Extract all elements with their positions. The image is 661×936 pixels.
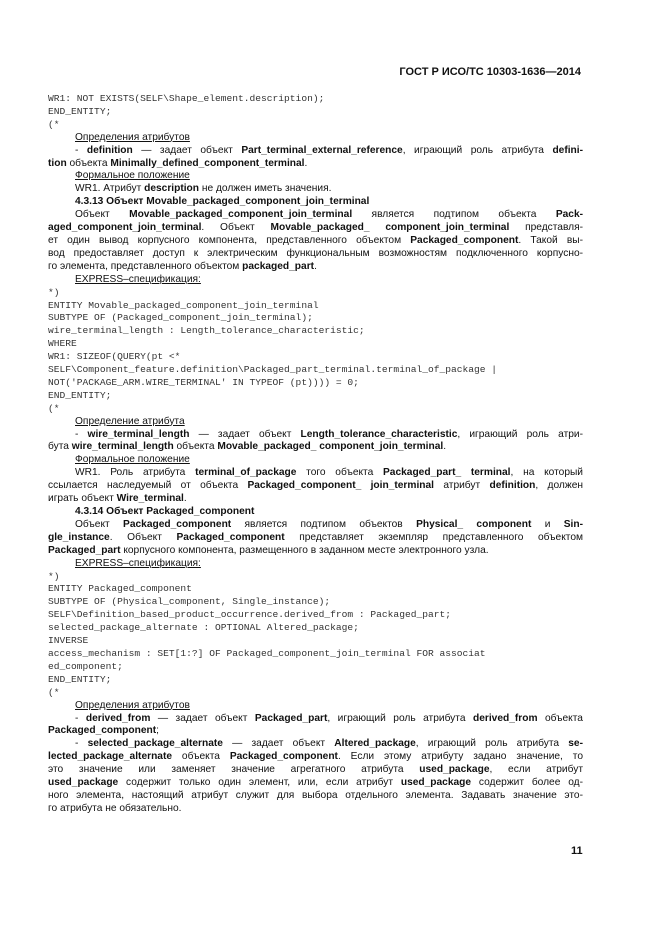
- text-segment: (*: [48, 402, 60, 414]
- text-segment: , играющий роль атри-: [457, 428, 583, 440]
- text-segment: представля-: [509, 222, 583, 234]
- text-line: [48, 725, 583, 738]
- text-line: [48, 429, 583, 442]
- bold-term: Packaged_component: [229, 751, 338, 763]
- text-segment: Определения атрибутов: [75, 131, 190, 143]
- code-line: [48, 119, 583, 132]
- code-line: [48, 106, 583, 119]
- bold-term: used_package: [400, 777, 472, 789]
- code-line: [48, 287, 583, 300]
- code-line: [48, 325, 583, 338]
- text-segment: . Объект: [201, 222, 271, 234]
- text-segment: — задает объект: [150, 712, 255, 724]
- text-segment: является подтипом объекта: [352, 209, 556, 221]
- text-segment: , играющий роль атрибута: [415, 738, 569, 750]
- bold-term: derived_from: [472, 712, 538, 724]
- text-segment: того объекта: [296, 467, 383, 479]
- bold-term: Pack-: [555, 209, 583, 221]
- text-line: [48, 235, 583, 248]
- code-line: [48, 583, 583, 596]
- text-segment: *): [48, 286, 60, 298]
- text-segment: ссылается наследуемый от объекта: [48, 480, 248, 492]
- text-segment: NOT('PACKAGE_ARM.WIRE_TERMINAL' IN TYPEOF (pt)))) = 0;: [48, 376, 359, 388]
- code-line: [48, 312, 583, 325]
- text-line: [48, 196, 583, 209]
- text-segment: Определение атрибута: [75, 415, 185, 427]
- bold-term: tion: [48, 157, 67, 169]
- text-segment: *): [48, 570, 60, 582]
- text-segment: ENTITY Packaged_component: [48, 583, 192, 595]
- text-segment: объекта: [537, 712, 583, 724]
- text-segment: WR1. Роль атрибута: [75, 467, 196, 479]
- text-segment: END_ENTITY;: [48, 105, 112, 117]
- code-line: [48, 351, 583, 364]
- code-line: [48, 674, 583, 687]
- text-line: [48, 519, 583, 532]
- text-segment: .: [183, 493, 187, 505]
- text-line: [48, 248, 583, 261]
- text-line: [48, 145, 583, 158]
- text-segment: , играющий роль атрибута: [402, 144, 553, 156]
- code-line: [48, 403, 583, 416]
- bold-term: Length_tolerance_characteristic: [300, 428, 458, 440]
- bold-term: used_package: [48, 777, 119, 789]
- bold-term: 4.3.13 Объект Movable_packaged_component_join_terminal: [75, 196, 370, 208]
- code-line: [48, 635, 583, 648]
- bold-term: Movable_packaged_ component_join_terminal: [270, 222, 510, 234]
- text-segment: ного элемента, настоящий атрибут служит для выбора отдельного элемента. Задавать значение это-: [48, 789, 583, 801]
- text-line: [48, 132, 583, 145]
- code-line: [48, 338, 583, 351]
- text-line: [48, 480, 583, 493]
- code-line: [48, 609, 583, 622]
- bold-term: Movable_packaged_ component_join_terminal: [217, 441, 444, 453]
- text-segment: — задает объект: [222, 738, 335, 750]
- text-segment: Определения атрибутов: [75, 699, 190, 711]
- bold-term: Packaged_part_ terminal: [383, 467, 511, 479]
- bold-term: Altered_package: [334, 738, 416, 750]
- text-line: [48, 532, 583, 545]
- text-segment: вод предоставляет доступ к электрическим функциональным возможностям подключенного корпусно-: [48, 247, 583, 259]
- standard-header: ГОСТ Р ИСО/ТС 10303-1636—2014: [399, 66, 581, 78]
- text-line: [48, 790, 583, 803]
- text-segment: — задает объект: [132, 144, 242, 156]
- text-segment: (*: [48, 118, 60, 130]
- text-line: [48, 454, 583, 467]
- text-segment: SELF\Component_feature.definition\Packaged_part_terminal.terminal_of_package |: [48, 364, 498, 376]
- text-line: [48, 222, 583, 235]
- text-line: [48, 506, 583, 519]
- bold-term: Packaged_component: [123, 518, 232, 530]
- bold-term: packaged_part: [242, 260, 315, 272]
- bold-term: Packaged_component: [410, 234, 519, 246]
- text-segment: Объект: [75, 209, 130, 221]
- text-segment: (*: [48, 686, 60, 698]
- text-segment: Формальное положение: [75, 454, 190, 466]
- text-segment: Формальное положение: [75, 170, 190, 182]
- text-segment: го атрибута не обязательно.: [48, 802, 182, 814]
- text-segment: объекта: [66, 157, 111, 169]
- bold-term: defini-: [552, 144, 583, 156]
- text-segment: -: [75, 712, 86, 724]
- text-segment: содержит более од-: [471, 777, 583, 789]
- text-line: [48, 416, 583, 429]
- bold-term: Packaged_part: [254, 712, 328, 724]
- text-segment: . Такой вы-: [518, 234, 583, 246]
- code-line: [48, 661, 583, 674]
- code-line: [48, 377, 583, 390]
- document-body: [48, 93, 583, 816]
- text-segment: .: [314, 260, 317, 272]
- text-line: [48, 274, 583, 287]
- text-line: [48, 209, 583, 222]
- code-line: [48, 622, 583, 635]
- bold-term: terminal_of_package: [195, 467, 297, 479]
- page-number: 11: [571, 845, 583, 857]
- text-segment: -: [75, 428, 88, 440]
- text-segment: SUBTYPE OF (Packaged_component_join_terminal);: [48, 312, 313, 324]
- text-segment: SUBTYPE OF (Physical_component, Single_instance);: [48, 596, 331, 608]
- code-line: [48, 648, 583, 661]
- code-line: [48, 93, 583, 106]
- text-segment: END_ENTITY;: [48, 673, 112, 685]
- text-segment: -: [75, 144, 87, 156]
- bold-term: gle_instance: [48, 531, 110, 543]
- text-line: [48, 558, 583, 571]
- text-segment: не должен иметь значения.: [199, 183, 332, 195]
- text-segment: ;: [156, 725, 159, 737]
- bold-term: Sin-: [563, 518, 583, 530]
- text-segment: wire_terminal_length : Length_tolerance_characteristic;: [48, 325, 365, 337]
- text-line: [48, 713, 583, 726]
- text-line: [48, 751, 583, 764]
- code-line: [48, 596, 583, 609]
- text-segment: , на который: [510, 467, 583, 479]
- text-segment: ет один вывод корпусного компонента, представленного объектом: [48, 234, 411, 246]
- text-segment: WR1. Атрибут: [75, 183, 145, 195]
- bold-term: description: [144, 183, 200, 195]
- code-line: [48, 390, 583, 403]
- text-line: [48, 158, 583, 171]
- bold-term: Packaged_component: [48, 725, 157, 737]
- text-line: [48, 170, 583, 183]
- text-segment: объекта: [173, 441, 218, 453]
- text-segment: это значение или заменяет значение агрегатного атрибута: [48, 764, 420, 776]
- text-segment: WR1: NOT EXISTS(SELF\Shape_element.description);: [48, 93, 325, 104]
- text-segment: INVERSE: [48, 635, 89, 647]
- text-line: [48, 777, 583, 790]
- text-segment: представляет экземпляр представленного объектом: [284, 531, 583, 543]
- text-segment: . Если этому атрибуту задано значение, то: [337, 751, 583, 763]
- text-segment: SELF\Definition_based_product_occurrence.derived_from : Packaged_part;: [48, 609, 452, 621]
- text-segment: ENTITY Movable_packaged_component_join_terminal: [48, 299, 319, 311]
- bold-term: Packaged_part: [48, 544, 121, 556]
- text-segment: го элемента, представленного объектом: [48, 260, 243, 272]
- bold-term: Movable_packaged_component_join_terminal: [129, 209, 353, 221]
- text-segment: selected_package_alternate : OPTIONAL Altered_package;: [48, 622, 359, 634]
- text-segment: содержит только один элемент, или, если атрибут: [118, 777, 401, 789]
- text-line: [48, 441, 583, 454]
- code-line: [48, 300, 583, 313]
- text-segment: EXPRESS–спецификация:: [75, 273, 201, 285]
- text-segment: , если атрибут: [489, 764, 583, 776]
- code-line: [48, 571, 583, 584]
- text-line: [48, 183, 583, 196]
- text-segment: END_ENTITY;: [48, 389, 112, 401]
- code-line: [48, 364, 583, 377]
- code-line: [48, 687, 583, 700]
- bold-term: wire_terminal_length: [87, 428, 190, 440]
- bold-term: Packaged_component_ join_terminal: [247, 480, 434, 492]
- text-line: [48, 738, 583, 751]
- text-segment: объекта: [172, 751, 230, 763]
- bold-term: 4.3.14 Объект Packaged_component: [75, 506, 255, 517]
- bold-term: lected_package_alternate: [48, 751, 173, 763]
- text-segment: .: [304, 157, 308, 169]
- text-segment: и: [531, 518, 564, 530]
- text-line: [48, 764, 583, 777]
- text-segment: ed_component;: [48, 660, 123, 672]
- text-line: [48, 493, 583, 506]
- text-segment: бута: [48, 441, 72, 453]
- text-segment: access_mechanism : SET[1:?] OF Packaged_component_join_terminal FOR associat: [48, 647, 486, 659]
- text-segment: является подтипом объектов: [231, 518, 417, 530]
- text-segment: -: [75, 738, 88, 750]
- text-segment: , должен: [535, 480, 583, 492]
- bold-term: Physical_ component: [416, 518, 532, 530]
- bold-term: selected_package_alternate: [87, 738, 223, 750]
- bold-term: aged_component_join_terminal: [48, 222, 202, 234]
- bold-term: derived_from: [85, 712, 151, 724]
- text-segment: — задает объект: [189, 428, 301, 440]
- bold-term: se-: [568, 738, 583, 750]
- bold-term: Packaged_component: [176, 531, 285, 543]
- text-line: [48, 545, 583, 558]
- text-segment: атрибут: [434, 480, 490, 492]
- text-segment: WR1: SIZEOF(QUERY(pt <*: [48, 351, 181, 363]
- bold-term: Part_terminal_external_reference: [241, 144, 403, 156]
- text-segment: играть объект: [48, 493, 117, 505]
- text-segment: EXPRESS–спецификация:: [75, 557, 201, 569]
- text-line: [48, 803, 583, 816]
- text-segment: WHERE: [48, 338, 77, 350]
- text-line: [48, 700, 583, 713]
- text-segment: . Объект: [109, 531, 177, 543]
- text-segment: Объект: [75, 518, 124, 530]
- bold-term: definition: [86, 144, 133, 156]
- text-line: [48, 261, 583, 274]
- text-segment: , играющий роль атрибута: [327, 712, 473, 724]
- bold-term: Minimally_defined_component_terminal: [110, 157, 305, 169]
- text-segment: .: [443, 441, 447, 453]
- bold-term: definition: [489, 480, 536, 492]
- bold-term: wire_terminal_length: [71, 441, 174, 453]
- text-line: [48, 467, 583, 480]
- text-segment: корпусного компонента, размещенного в заданном месте электронного узла.: [120, 544, 489, 556]
- bold-term: Wire_terminal: [116, 493, 184, 505]
- bold-term: used_package: [419, 764, 490, 776]
